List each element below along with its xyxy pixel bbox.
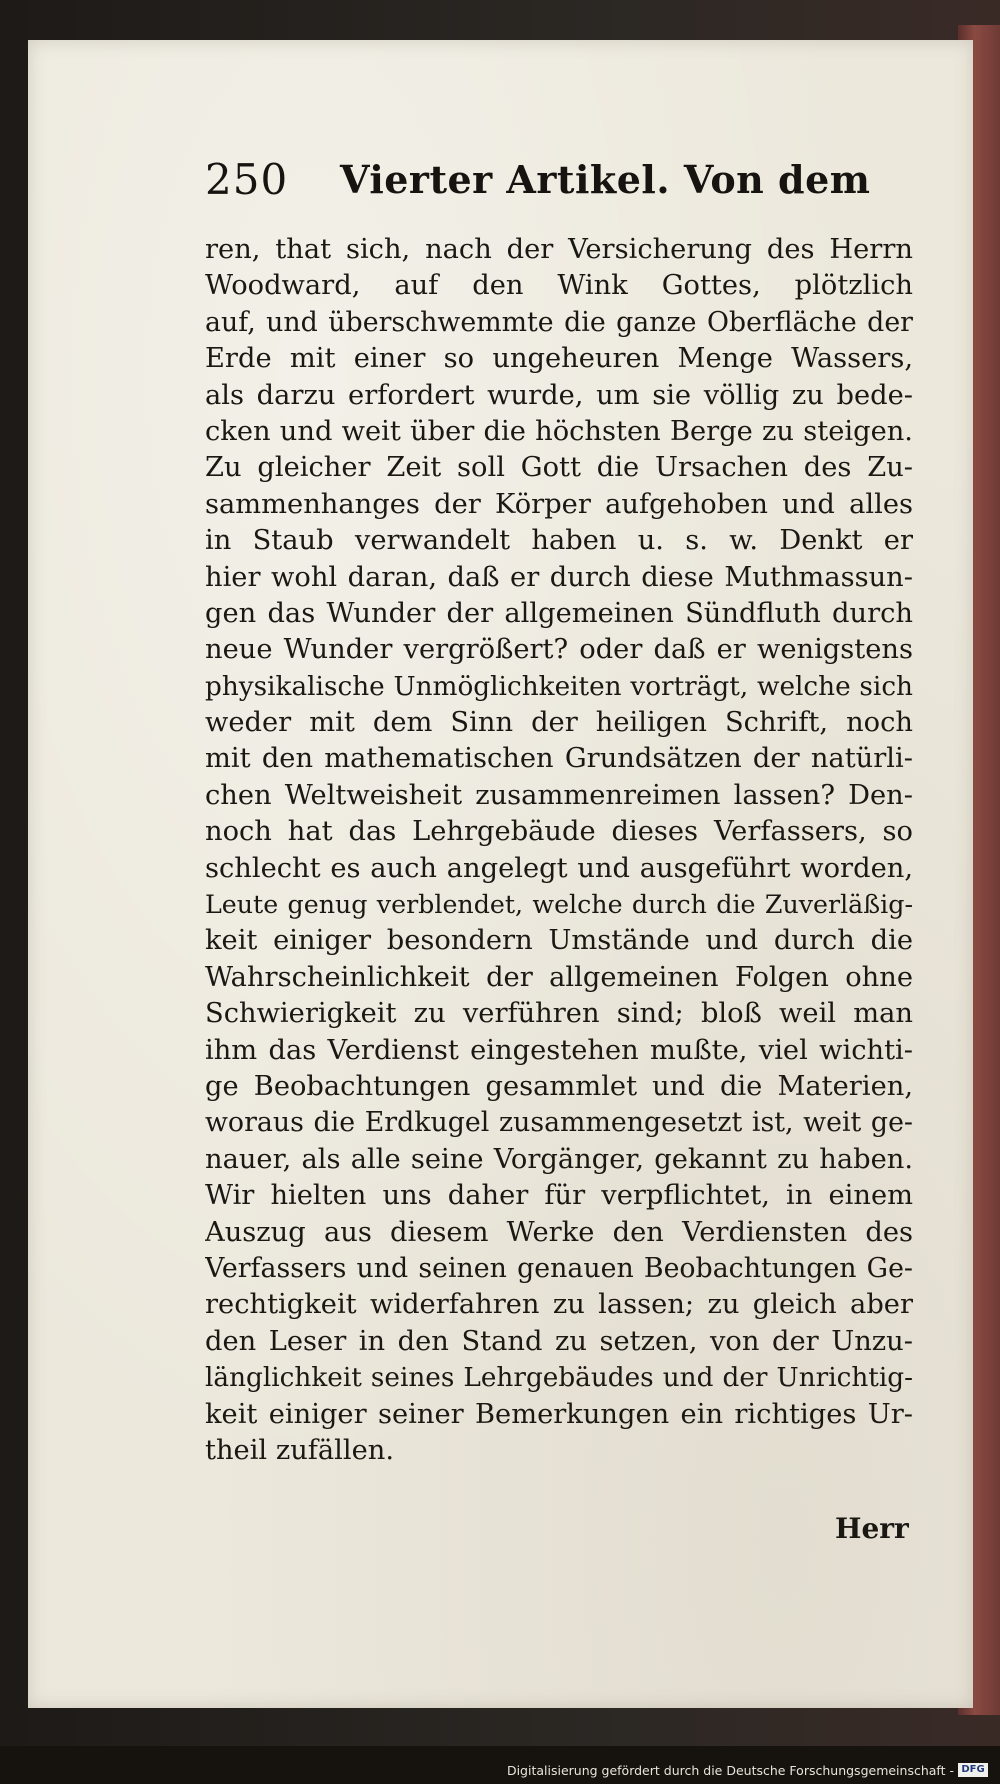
text-line: ge Beobachtungen gesammlet und die Materien, (205, 1070, 913, 1102)
text-line: Zu gleicher Zeit soll Gott die Ursachen des Zu- (205, 452, 913, 484)
text-line: Verfassers und seinen genauen Beobachtungen Ge- (205, 1252, 913, 1284)
body-text (205, 232, 913, 1469)
text-line: chen Weltweisheit zusammenreimen lassen? Den- (205, 779, 913, 811)
text-line: rechtigkeit widerfahren zu lassen; zu gleich aber (205, 1289, 913, 1321)
text-line: noch hat das Lehrgebäude dieses Verfassers, so (205, 816, 913, 848)
text-line: Wir hielten uns daher für verpflichtet, in einem (205, 1180, 913, 1212)
text-line: Schwierigkeit zu verführen sind; bloß weil man (205, 998, 913, 1030)
text-line: physikalische Unmöglichkeiten vorträgt, welche sich (205, 671, 913, 702)
digitization-credit: Digitalisierung gefördert durch die Deutsche Forschungsgemeinschaft - (506, 1763, 954, 1778)
text-line: Leute genug verblendet, welche durch die Zuverläßig- (205, 890, 913, 920)
text-line: Auszug aus diesem Werke den Verdiensten des (205, 1216, 913, 1248)
running-head: Vierter Artikel. Von dem (340, 157, 871, 202)
text-line: ren, that sich, nach der Versicherung des Herrn (205, 234, 913, 265)
text-line: woraus die Erdkugel zusammengesetzt ist, weit ge- (205, 1107, 913, 1139)
text-line: theil zufällen. (205, 1434, 395, 1466)
text-line: als darzu erfordert wurde, um sie völlig zu bede- (205, 379, 913, 411)
text-line: nauer, als alle seine Vorgänger, gekannt zu haben. (205, 1143, 913, 1175)
text-line: in Staub verwandelt haben u. s. w. Denkt er (205, 525, 913, 557)
text-line: keit einiger seiner Bemerkungen ein richtiges Ur- (205, 1398, 913, 1430)
text-line: Woodward, auf den Wink Gottes, plötzlich (205, 270, 913, 302)
text-line: gen das Wunder der allgemeinen Sündfluth durch (205, 597, 913, 629)
text-line: hier wohl daran, daß er durch diese Muthmassun- (205, 561, 913, 593)
text-line: weder mit dem Sinn der heiligen Schrift, noch (205, 707, 913, 739)
text-line: mit den mathematischen Grundsätzen der natürli- (205, 743, 913, 775)
text-line: den Leser in den Stand zu setzen, von der Unzu- (205, 1325, 913, 1357)
text-line: sammenhanges der Körper aufgehoben und alles (205, 488, 913, 520)
text-line: länglichkeit seines Lehrgebäudes und der Unrichtig- (205, 1363, 913, 1394)
text-line: neue Wunder vergrößert? oder daß er wenigstens (205, 634, 913, 666)
text-line: Erde mit einer so ungeheuren Menge Wassers, (205, 343, 913, 375)
text-line: keit einiger besondern Umstände und durch die (205, 925, 913, 957)
page-number: 250 (205, 155, 289, 204)
catchword: Herr (835, 1512, 909, 1545)
page-header (205, 155, 871, 215)
footer-bar (0, 1746, 1000, 1784)
text-line: Wahrscheinlichkeit der allgemeinen Folgen ohne (205, 961, 913, 993)
dfg-logo-icon: DFG (958, 1763, 988, 1777)
text-line: cken und weit über die höchsten Berge zu steigen. (205, 415, 913, 447)
text-line: ihm das Verdienst eingestehen mußte, viel wichti- (205, 1034, 913, 1066)
text-line: schlecht es auch angelegt und ausgeführt worden, (205, 852, 913, 884)
text-line: auf, und überschwemmte die ganze Oberfläche der (205, 306, 913, 338)
